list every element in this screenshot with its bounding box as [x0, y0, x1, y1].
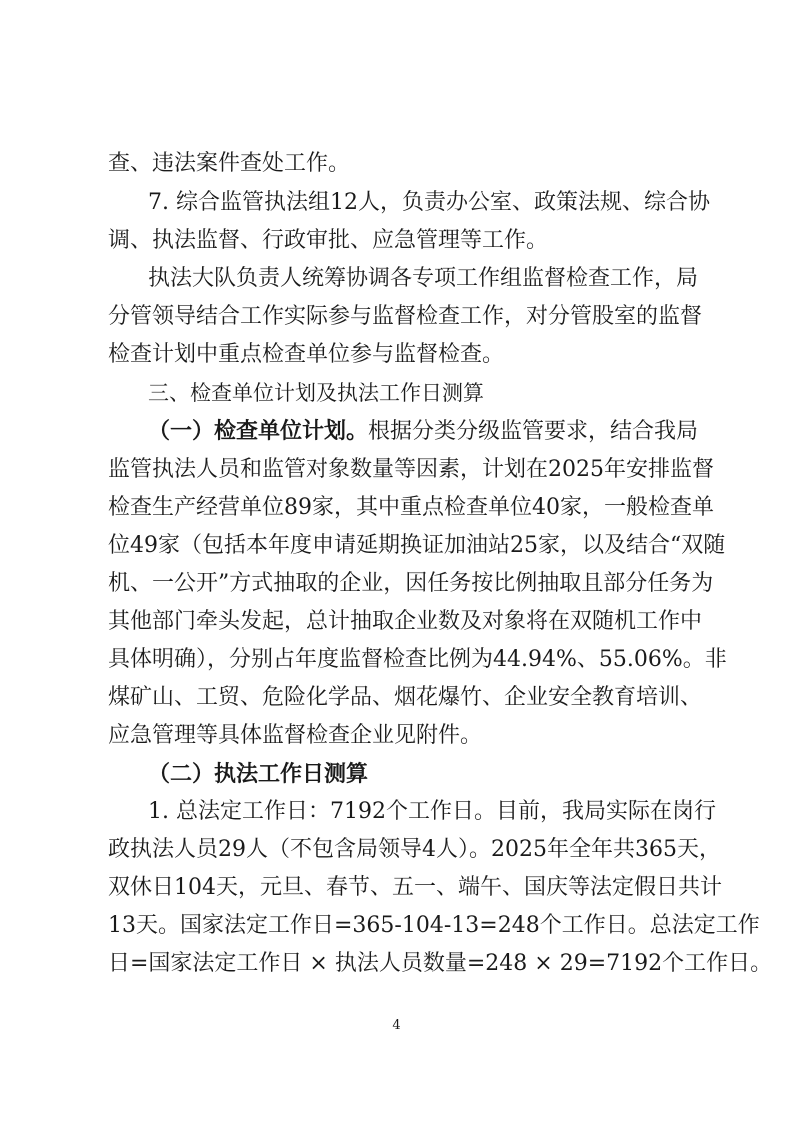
paragraph-line: 政执法人员29人（不包含局领导4人）。2025年全年共365天，	[108, 837, 721, 862]
paragraph-line-with-subheading	[148, 411, 698, 451]
paragraph-line: 其他部门牵头发起，总计抽取企业数及对象将在双随机工作中	[108, 609, 703, 634]
subsection-heading: （二）执法工作日测算	[148, 761, 369, 787]
paragraph-line: 执法大队负责人统筹协调各专项工作组监督检查工作，局	[148, 266, 699, 291]
paragraph-line: 分管领导结合工作实际参与监督检查工作，对分管股室的监督	[108, 304, 703, 329]
paragraph-line: 调、执法监督、行政审批、应急管理等工作。	[108, 228, 549, 253]
subsection-heading: （一）检查单位计划。	[148, 418, 369, 444]
paragraph-line: 监管执法人员和监管对象数量等因素，计划在2025年安排监督	[108, 457, 714, 482]
paragraph-line: 具体明确），分别占年度监督检查比例为44.94%、55.06%。非	[108, 647, 727, 672]
paragraph-text: 根据分类分级监管要求，结合我局	[368, 419, 699, 444]
paragraph-line: 应急管理等具体监督检查企业见附件。	[108, 723, 483, 748]
paragraph-line: 检查计划中重点检查单位参与监督检查。	[108, 342, 505, 367]
paragraph-line: 检查生产经营单位89家，其中重点检查单位40家，一般检查单	[108, 495, 714, 520]
paragraph-line: 双休日104天，元旦、春节、五一、端午、国庆等法定假日共计	[108, 875, 722, 900]
paragraph-line: 位49家（包括本年度申请延期换证加油站25家，以及结合“双随	[108, 533, 726, 558]
paragraph-line: 13天。国家法定工作日=365-104-13=248个工作日。总法定工作	[108, 913, 760, 938]
paragraph-line: 7. 综合监管执法组12人，负责办公室、政策法规、综合协	[148, 190, 710, 215]
paragraph-line: 机、一公开”方式抽取的企业，因任务按比例抽取且部分任务为	[108, 571, 714, 596]
section-heading: 三、检查单位计划及执法工作日测算	[148, 381, 484, 405]
paragraph-line: 1. 总法定工作日：7192个工作日。目前，我局实际在岗行	[148, 799, 716, 824]
page-number: 4	[392, 1018, 401, 1033]
paragraph-line: 查、违法案件查处工作。	[108, 151, 351, 176]
paragraph-line: 日=国家法定工作日 × 执法人员数量=248 × 29=7192个工作日。	[108, 951, 773, 976]
paragraph-line: 煤矿山、工贸、危险化学品、烟花爆竹、企业安全教育培训、	[108, 685, 703, 710]
